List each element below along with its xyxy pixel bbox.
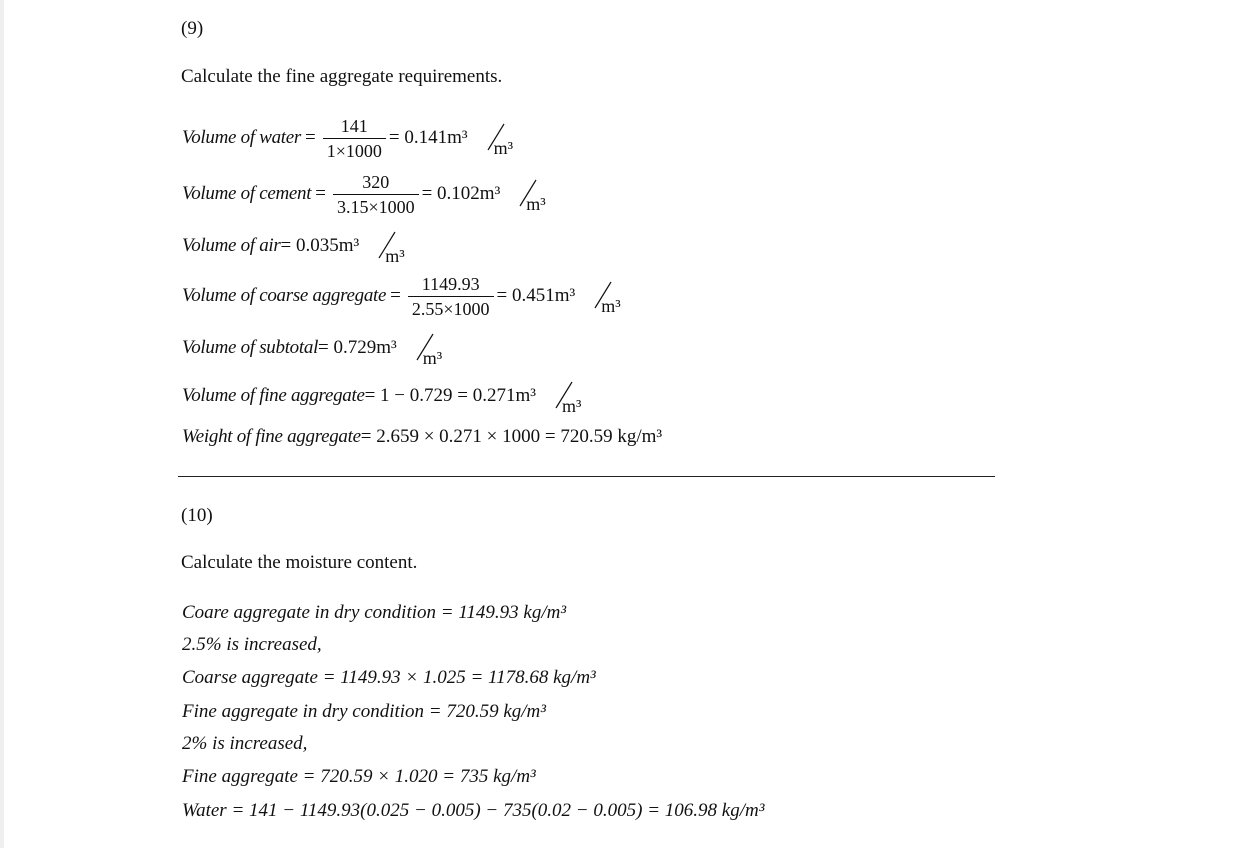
result: = 0.141m³	[388, 127, 468, 148]
moisture-line: Coarse aggregate = 1149.93 × 1.025 = 1178.68 kg/m³	[182, 667, 596, 688]
step-heading-10: Calculate the moisture content.	[181, 552, 418, 573]
equation-volume-coarse-aggregate: Volume of coarse aggregate = $\frac{1149.93}{2.55\times 1000}$ = 0.451m³ m³	[182, 274, 631, 318]
unit-per-m3: m³	[502, 174, 556, 214]
step-number-10: (10)	[181, 505, 213, 526]
equation-volume-cement: Volume of cement = $\frac{320}{3.15\times 1000}$ = 0.102m³ m³	[182, 172, 556, 216]
unit-per-m3: m³	[361, 226, 415, 266]
unit-per-m3: m³	[538, 376, 592, 416]
equation-volume-air: Volume of air = 0.035m³ m³	[182, 224, 415, 268]
equation-weight-fine-aggregate: Weight of fine aggregate = 2.659 × 0.271 × 1000 = 720.59 kg/m³	[182, 426, 663, 447]
lhs: Volume of water	[182, 127, 301, 148]
unit-per-m3: m³	[470, 118, 524, 158]
equation-volume-fine-aggregate: Volume of fine aggregate = 1 − 0.729 = 0.271m³ m³	[182, 374, 592, 418]
moisture-line: Fine aggregate = 720.59 × 1.020 = 735 kg/m³	[182, 766, 536, 787]
moisture-line: 2.5% is increased,	[182, 634, 322, 655]
moisture-line: 2% is increased,	[182, 733, 308, 754]
fraction: $\frac{320}{3.15\times 1000}$	[333, 173, 419, 216]
numerator: 141	[340, 115, 368, 136]
step-heading-9: Calculate the fine aggregate requirements.	[181, 66, 503, 87]
section-divider	[178, 476, 995, 477]
fraction: $\frac{1149.93}{2.55\times 1000}$	[408, 275, 494, 318]
unit-per-m3: m³	[399, 328, 453, 368]
moisture-line: Fine aggregate in dry condition = 720.59 kg/m³	[182, 701, 546, 722]
denominator: 1×1000	[323, 138, 386, 160]
equation-volume-subtotal: Volume of subtotal = 0.729m³ m³	[182, 326, 453, 370]
unit-per-m3: m³	[577, 276, 631, 316]
step-number-9: (9)	[181, 18, 204, 39]
fraction	[323, 117, 386, 160]
equation-volume-water: Volume of water = $\frac{141}{1\times 1000}$ = 0.141m³ m³	[182, 116, 524, 160]
moisture-line: Coare aggregate in dry condition = 1149.93 kg/m³	[182, 602, 567, 623]
moisture-line: Water = 141 − 1149.93(0.025 − 0.005) − 735(0.02 − 0.005) = 106.98 kg/m³	[182, 800, 765, 821]
